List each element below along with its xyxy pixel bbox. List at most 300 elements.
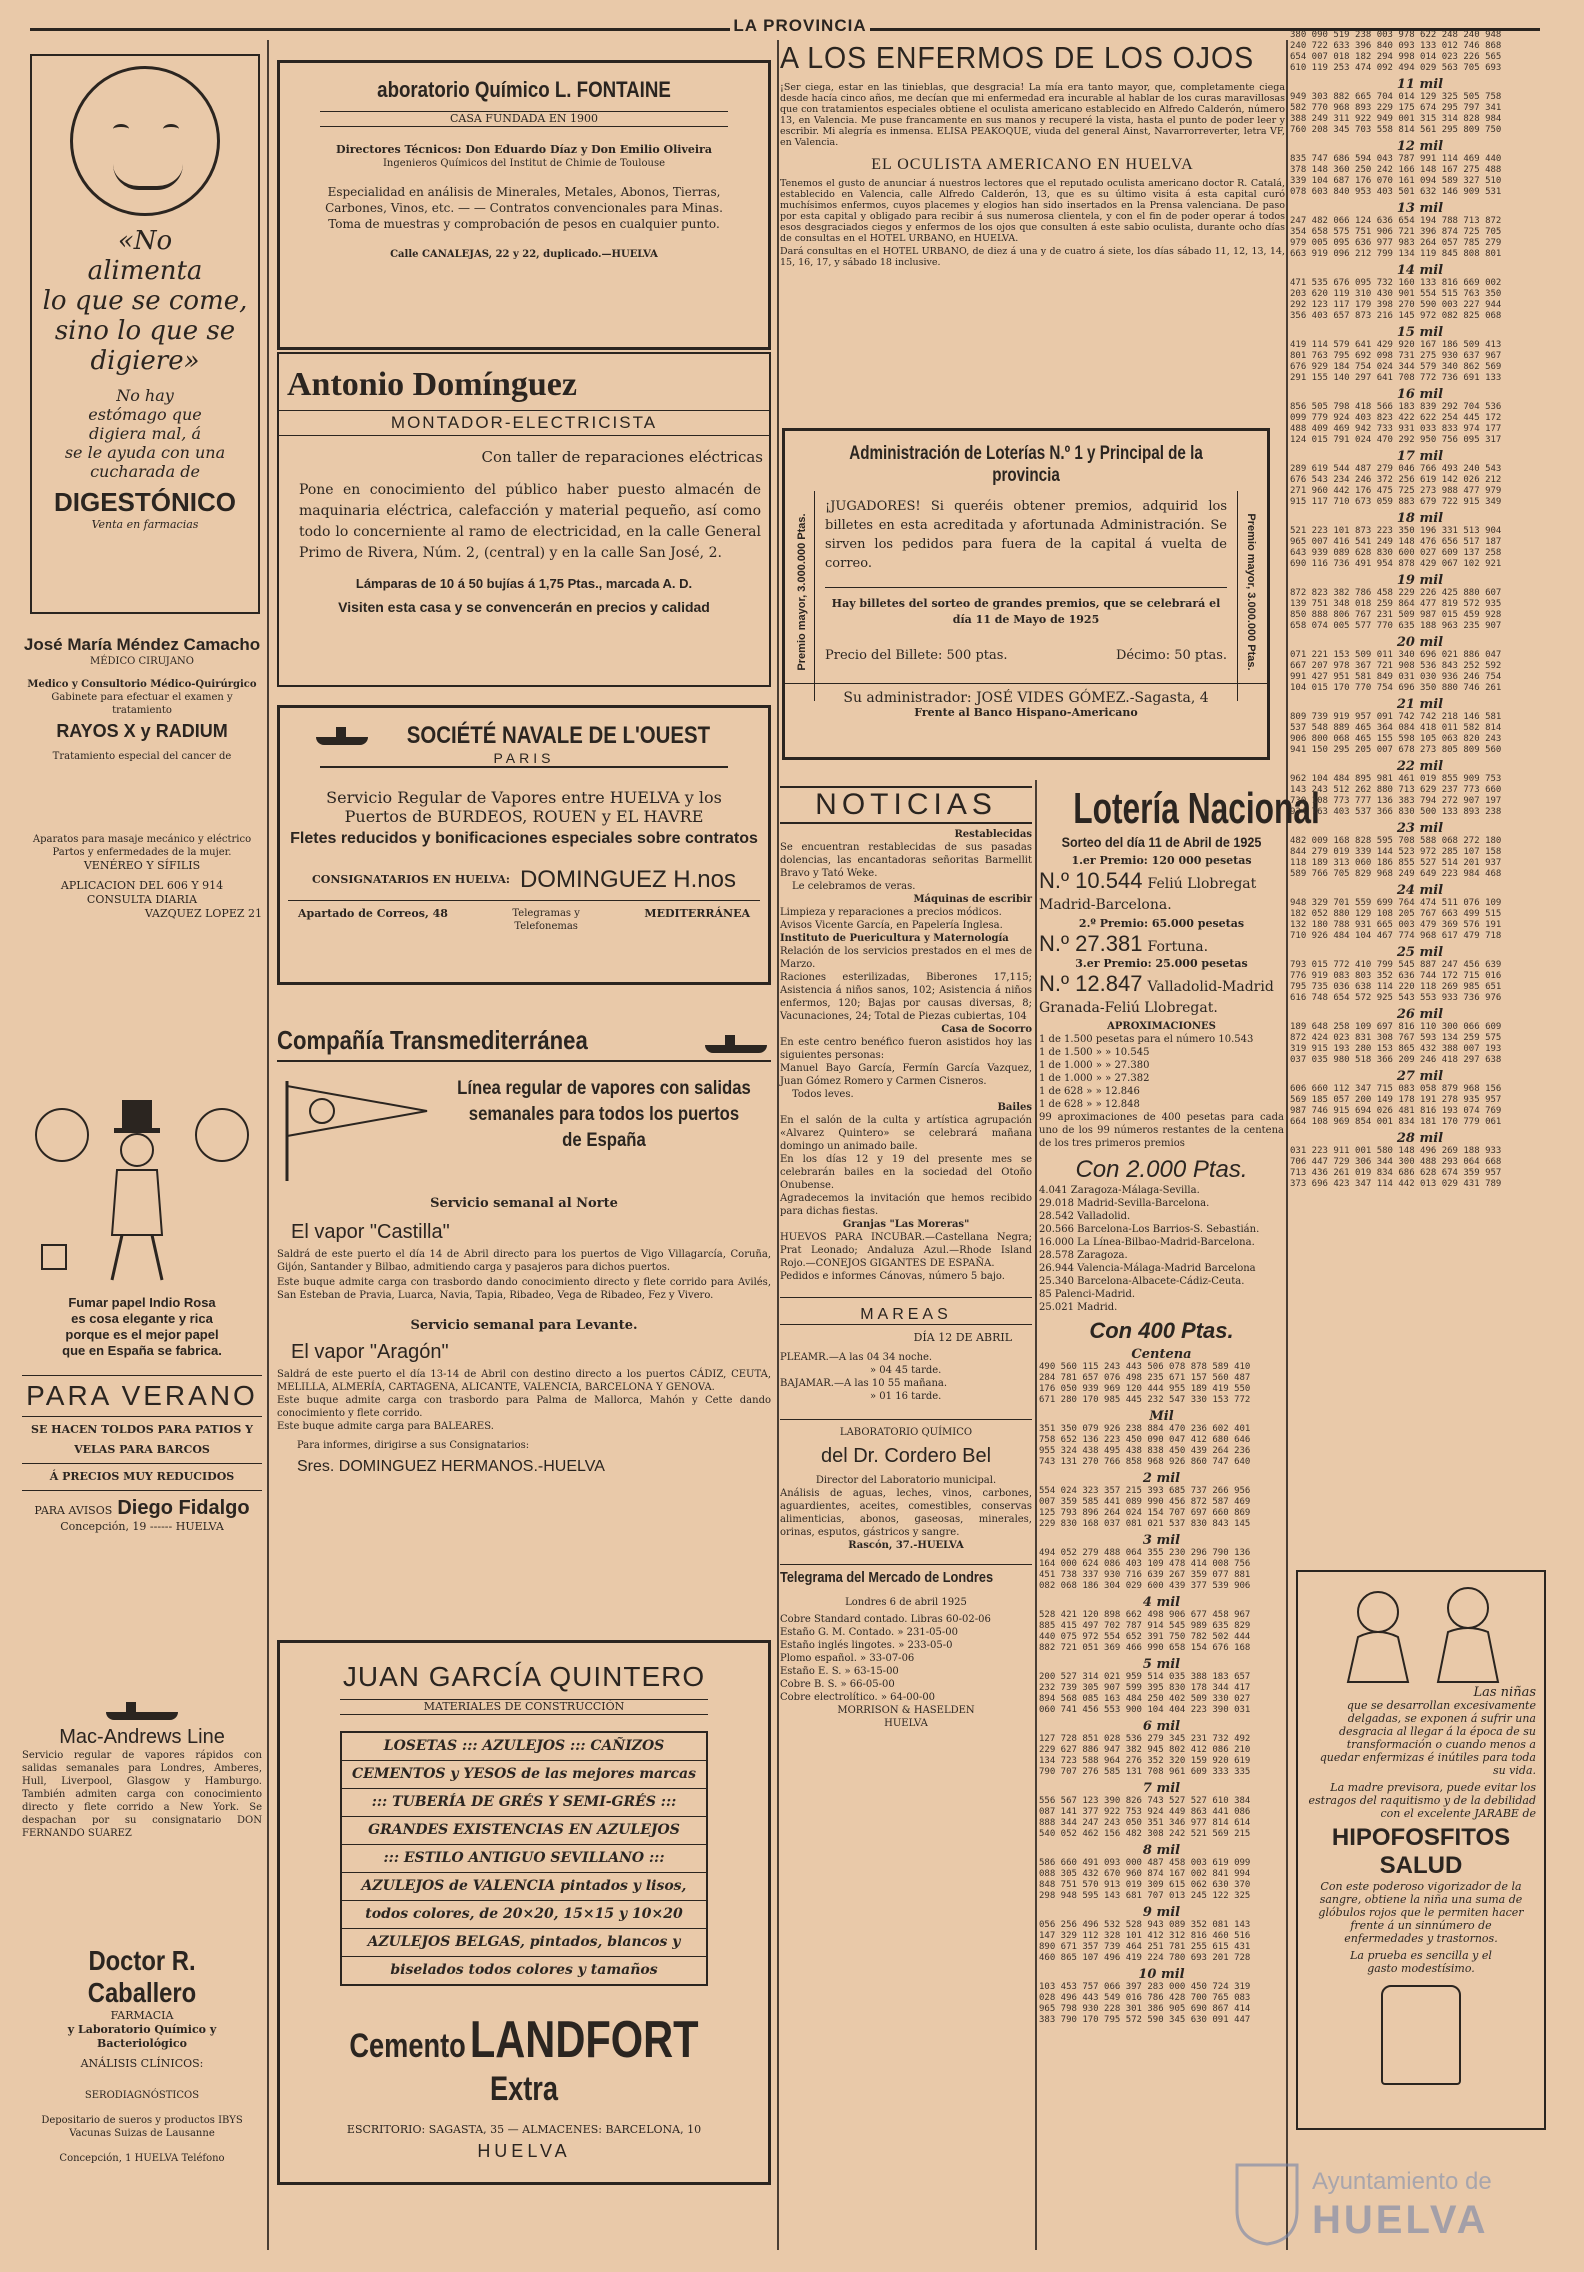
mil-heading: 8 mil [1142, 1843, 1181, 1858]
fontaine-line: Especialidad en análisis de Minerales, Metales, Abonos, Tierras, [327, 185, 721, 199]
steamship-icon [312, 725, 372, 747]
lottery-number-row: 134 723 588 964 276 352 320 159 920 619 [1039, 1756, 1251, 1766]
lottery-number-row: 710 926 484 104 467 774 968 617 479 718 [1290, 931, 1502, 941]
trans-text: Saldrá de este puerto el día 14 de Abril directo para los puertos de Vigo Villagarcía, Coruña, Gijón, Santander y Bilbao, admitiendo carga y pasajeros para dichos puertos. [277, 1249, 771, 1273]
navale-mediterranea: MEDITERRÁNEA [644, 907, 750, 920]
caballero-line: Depositario de sueros y productos IBYS [41, 2115, 243, 2126]
rosa-line: que en España se fabrica. [62, 1343, 222, 1358]
quintero-sub: MATERIALES DE CONSTRUCCIÓN [340, 1699, 708, 1715]
lottery-number-row: 540 052 462 156 482 308 242 521 569 215 [1039, 1829, 1251, 1839]
lottery-number-row: 031 223 911 001 580 148 496 269 188 933 [1290, 1146, 1502, 1156]
mendez-ad [22, 635, 262, 921]
lottery-numbers [1290, 774, 1550, 818]
mil-heading: 15 mil [1396, 325, 1444, 340]
lottery-number-row: 894 568 085 163 484 250 402 509 330 027 [1039, 1694, 1251, 1704]
lottery-number-row: 856 505 798 418 566 183 839 292 704 536 [1290, 402, 1502, 412]
news-heading: Máquinas de escribir [913, 894, 1032, 905]
lottery-number-row: 139 751 348 018 259 864 477 819 572 935 [1290, 599, 1502, 609]
prize-row: 28.578 Zaragoza. [1039, 1250, 1128, 1261]
news-text: Le celebramos de veras. [792, 881, 916, 892]
lottery-numbers [1290, 1146, 1550, 1190]
lottery-number-row: 118 189 313 060 186 855 527 514 201 937 [1290, 858, 1502, 868]
lottery-number-row: 758 652 136 223 450 090 047 412 680 646 [1039, 1435, 1251, 1445]
market-row: Estaño inglés lingotes. » 233-05-0 [780, 1640, 953, 1651]
quintero-city: HUELVA [477, 2141, 571, 2161]
lottery-numbers [1290, 650, 1550, 694]
navale-consignee-label: CONSIGNATARIOS EN HUELVA: [312, 873, 510, 886]
lottery-number-row: 589 766 705 829 968 249 649 223 984 468 [1290, 869, 1502, 879]
doctor-line: Medico y Consultorio Médico-Quirúrgico [27, 679, 257, 690]
cordero-line: Director del Laboratorio municipal. [815, 1475, 997, 1486]
lottery-number-row: 658 074 005 577 770 635 188 963 235 907 [1290, 621, 1502, 631]
lottery-number-row: 801 763 795 692 098 731 275 930 637 967 [1290, 351, 1502, 361]
product-line: GRANDES EXISTENCIAS EN AZULEJOS [342, 1817, 706, 1845]
lottery-number-row: 289 619 544 487 279 046 766 493 240 543 [1290, 464, 1502, 474]
market-row: Cobre electrolítico. » 64-00-00 [780, 1692, 936, 1703]
mil-heading: 27 mil [1396, 1069, 1444, 1084]
lottery-number-row: 987 746 915 694 026 481 816 193 074 769 [1290, 1106, 1502, 1116]
lottery-number-row: 189 648 258 109 697 816 110 300 066 609 [1290, 1022, 1502, 1032]
product-line: AZULEJOS de VALENCIA pintados y lisos, [342, 1873, 706, 1901]
aprox-row: 1 de 1.500 pesetas para el número 10.543 [1039, 1034, 1254, 1045]
lottery-number-row: 292 123 117 179 398 270 590 003 227 944 [1290, 300, 1502, 310]
lottery-number-row: 124 015 791 024 470 292 950 756 095 317 [1290, 435, 1502, 445]
londres-market [780, 1564, 1032, 1730]
mil-heading: 11 mil [1396, 77, 1444, 92]
lottery-number-row: 488 409 469 942 733 931 033 833 974 177 [1290, 424, 1502, 434]
lottery-number-row: 934 763 403 537 366 830 500 133 893 238 [1290, 807, 1502, 817]
two-girls-illustration [1298, 1572, 1544, 1682]
caballero-line: FARMACIA [110, 2009, 174, 2022]
mil-heading: 16 mil [1396, 387, 1444, 402]
lottery-number-row: 164 000 624 086 403 109 478 414 008 756 [1039, 1559, 1251, 1569]
verano-line: VELAS PARA BARCOS [74, 1443, 210, 1456]
lottery-number-row: 906 800 068 465 155 598 105 063 820 243 [1290, 734, 1502, 744]
lottery-number-row: 494 052 279 488 064 355 230 296 790 136 [1039, 1548, 1251, 1558]
lottery-number-row: 979 005 095 636 977 983 264 057 785 279 [1290, 238, 1502, 248]
product-line: CEMENTOS y YESOS de las mejores marcas [342, 1761, 706, 1789]
market-row: Estaño G. M. Contado. » 231-05-00 [780, 1627, 958, 1638]
lottery-number-row: 339 104 687 176 070 161 094 589 327 510 [1290, 176, 1502, 186]
dominguez-electricista-ad [277, 352, 771, 687]
premio-cities: Valladolid-Madrid Granada-Feliú Llobregat. [1039, 979, 1274, 1016]
column-5-lottery-list [1290, 30, 1550, 1545]
column-1 [22, 40, 262, 2255]
lottery-numbers [1290, 960, 1550, 1004]
quintero-ad [277, 1640, 771, 2185]
mac-andrews-ad [22, 1688, 262, 1840]
lottery-numbers [1290, 216, 1550, 260]
dominguez-lamps: Lámparas de 10 á 50 bujías á 1,75 Ptas., marcada A. D. [355, 576, 693, 591]
lottery-number-row: 844 279 019 339 144 523 972 285 107 158 [1290, 847, 1502, 857]
caballero-line: ANÁLISIS CLÍNICOS: [80, 2057, 204, 2070]
pleamar-2: » 04 45 tarde. [870, 1365, 942, 1376]
ojos-body: ¡Ser ciega, estar en las tinieblas, que desgracia! La mía era tanto mayor, que, completamente ciega desde hacía cinco años, me decían que mi enfermedad era incurable al hablar de los curas maravillosas que con tratamientos especiales obtiene el oculista americano establecido en Alfredo Calderón, número 13, en Valencia. Me puse francamente en sus manos y recuperé la vista, hasta el punto de poder leer y escribir. Mi alegría es inmensa. ELISA PEAKOQUE, viuda del general Ainst, Navarrorreverter, letra VF, en Valencia. [780, 82, 1285, 148]
trans-text: Para informes, dirigirse a sus Consignatarios: [297, 1440, 530, 1451]
column-3-top [780, 40, 1285, 780]
lottery-number-row: 795 735 036 638 114 220 118 269 985 651 [1290, 982, 1502, 992]
prize-row: 26.944 Valencia-Málaga-Madrid Barcelona [1039, 1263, 1256, 1274]
news-heading: Instituto de Puericultura y Maternología [780, 933, 1009, 944]
news-heading: Casa de Socorro [941, 1024, 1032, 1035]
rayos-x-heading: RAYOS X y RADIUM [56, 721, 228, 741]
news-text: En este centro benéfico fueron asistidos hoy las siguientes personas: [780, 1037, 1032, 1061]
lottery-number-row: 528 421 120 898 662 498 906 677 458 967 [1039, 1610, 1251, 1620]
trans-line: de España [562, 1130, 646, 1151]
market-row: Plomo español. » 33-07-06 [780, 1653, 915, 1664]
bajamar-1: BAJAMAR.—A las 10 55 mañana. [780, 1378, 948, 1389]
lottery-numbers [1290, 1022, 1550, 1066]
navale-title: SOCIÉTÉ NAVALE DE L'OUEST [406, 722, 710, 749]
mil-heading: 10 mil [1138, 1967, 1185, 1982]
lottery-number-row: 482 009 168 828 595 708 588 068 272 180 [1290, 836, 1502, 846]
slogan-small: digiera mal, á [89, 424, 201, 443]
man-with-hat-illustration [22, 1095, 262, 1285]
londres-city: HUELVA [884, 1718, 928, 1729]
mil-heading: 25 mil [1396, 945, 1444, 960]
lottery-number-row: 882 721 051 369 466 990 658 154 676 168 [1039, 1643, 1251, 1653]
premio-number: N.º 12.847 [1039, 971, 1143, 996]
hipofosfitos-ad [1296, 1570, 1546, 2130]
lottery-number-row: 848 751 570 913 019 309 615 062 630 370 [1039, 1880, 1251, 1890]
loterias-location: Frente al Banco Hispano-Americano [914, 706, 1138, 719]
slogan-line: alimenta [87, 256, 203, 286]
trans-levante-heading: Servicio semanal para Levante. [410, 1318, 638, 1333]
lottery-number-row: 247 482 066 124 636 654 194 788 713 872 [1290, 216, 1502, 226]
mil-heading: 7 mil [1142, 1781, 1181, 1796]
doctor-line: VENÉREO Y SÍFILIS [83, 859, 201, 872]
lottery-number-row: 373 696 423 347 114 442 013 029 431 789 [1290, 1179, 1502, 1189]
doctor-line: CONSULTA DIARIA [86, 893, 198, 906]
lottery-numbers [1290, 402, 1550, 446]
news-heading: Bailes [997, 1102, 1032, 1113]
lottery-number-row: 554 024 323 357 215 393 685 737 266 956 [1039, 1486, 1251, 1496]
hipo-line: La prueba es sencilla y el gasto modestísimo. [1350, 1949, 1492, 1975]
navale-apartado: Apartado de Correos, 48 [298, 907, 448, 920]
column-rule [1286, 40, 1288, 2250]
rosa-line: porque es el mejor papel [65, 1327, 219, 1342]
lottery-numbers [1290, 1084, 1550, 1128]
market-row: Cobre Standard contado. Libras 60-02-06 [780, 1614, 991, 1625]
mil-heading: 5 mil [1142, 1657, 1181, 1672]
fontaine-title: aboratorio Químico L. FONTAINE [377, 77, 671, 102]
caballero-ad [22, 1945, 262, 2165]
aprox-row: 1 de 628 » » 12.846 [1039, 1086, 1140, 1097]
product-line: biselados todos colores y tamaños [390, 1962, 658, 1978]
premio-number: N.º 10.544 [1039, 868, 1143, 893]
premio-label: 2.º Premio: 65.000 pesetas [1078, 917, 1245, 930]
mil-heading: 4 mil [1142, 1595, 1181, 1610]
lottery-number-row: 378 148 360 250 242 166 148 167 275 488 [1290, 165, 1502, 175]
market-row: Cobre B. S. » 66-05-00 [780, 1679, 895, 1690]
column-2 [275, 40, 775, 2255]
loterias-administrator: Su administrador: JOSÉ VIDES GÓMEZ.-Sagasta, 4 [785, 683, 1267, 706]
lottery-number-row: 676 543 234 246 372 256 619 142 026 212 [1290, 475, 1502, 485]
londres-firm: MORRISON & HASELDEN [837, 1705, 975, 1716]
lottery-number-row: 654 007 018 182 294 998 014 023 226 565 [1290, 52, 1502, 62]
lottery-number-row: 240 722 633 396 840 093 133 012 746 868 [1290, 41, 1502, 51]
lottery-number-row: 888 344 247 243 050 351 346 977 814 614 [1039, 1818, 1251, 1828]
premio-cities: Feliú Llobregat Madrid-Barcelona. [1039, 876, 1257, 913]
lottery-numbers [1290, 836, 1550, 880]
lottery-number-row: 388 249 311 922 949 001 315 314 828 984 [1290, 114, 1502, 124]
navale-city: PARIS [320, 750, 728, 768]
ojos-title: A LOS ENFERMOS DE LOS OJOS [780, 40, 1255, 75]
mil-numbers [1039, 1672, 1284, 1716]
mil-numbers [1039, 1920, 1284, 1964]
news-text: Todos leves. [792, 1089, 854, 1100]
lottery-numbers [1290, 278, 1550, 322]
lottery-number-row: 760 208 345 703 558 814 561 295 809 750 [1290, 125, 1502, 135]
lottery-number-row: 087 141 377 922 753 924 449 863 441 086 [1039, 1807, 1251, 1817]
dominguez-name: Antonio Domínguez [287, 366, 577, 403]
navale-telegramas: Telegramas y Telefonemas [512, 908, 580, 932]
navale-line: Fletes reducidos y bonificaciones especiales sobre contratos [290, 830, 758, 847]
caballero-line: Vacunas Suizas de Lausanne [69, 2128, 215, 2139]
lottery-number-row: 713 436 261 019 834 686 628 674 359 957 [1290, 1168, 1502, 1178]
cordero-address: Rascón, 37.-HUELVA [848, 1540, 964, 1551]
slogan-small: estómago que [88, 405, 202, 424]
mil-heading: 23 mil [1396, 821, 1444, 836]
news-heading: Granjas "Las Moreras" [842, 1219, 970, 1230]
lottery-number-row: 354 658 575 751 906 721 396 874 725 705 [1290, 227, 1502, 237]
mil-heading: 14 mil [1396, 263, 1444, 278]
lottery-number-row: 610 119 253 474 092 494 029 563 705 693 [1290, 63, 1502, 73]
ojos-body: Tenemos el gusto de anunciar á nuestros lectores que el reputado oculista americano doctor R. Catalá, establecido en Valencia, calle Alfredo Calderón, 13, que es su último visita á esta capital curó muchísimos enfermos, cuyos placemes y elogios han sido insertados en la Prensa valenciana. De paso por esta capital y obligado para recibir á sus numerosa clientela, y con el fin de poder operar á todos esos desgraciados ciegos y enfermos de los ojos que consulten á este sabio oculista, durante ocho días de consultas en el HOTEL URBANO, en HUELVA. [780, 178, 1285, 244]
navale-ouest-ad [277, 705, 771, 985]
product-line: LOSETAS ::: AZULEJOS ::: CAÑIZOS [342, 1733, 706, 1761]
lottery-numbers [1290, 30, 1550, 74]
news-text: En el salón de la culta y artística agrupación «Alvarez Quintero» se celebrará mañana domingo un animado baile. [780, 1115, 1032, 1152]
fontaine-line: Carbones, Vinos, etc. — — Contratos convencionales para Minas. [325, 201, 723, 215]
news-text: Raciones esterilizadas, Biberones 17,115; Asistencia á niños sanos, 102; Asistencia á niños enfermos, 120; Bajas por causas diversas, 8; Vacunaciones, 24; Total de Piezas cubiertas, 104 [780, 972, 1032, 1022]
lottery-number-row: 383 790 170 795 572 590 345 630 091 447 [1039, 2015, 1251, 2025]
doctor-line: Aparatos para masaje mecánico y eléctrico [32, 834, 252, 845]
navale-consignee: DOMINGUEZ H.nos [519, 866, 736, 893]
digestonico-ad [30, 54, 260, 614]
mil-heading: 18 mil [1396, 511, 1444, 526]
lottery-number-row: 007 359 585 441 089 990 456 872 587 469 [1039, 1497, 1251, 1507]
slogan-small: se le ayuda con una [64, 443, 226, 462]
lottery-number-row: 419 114 579 641 429 920 167 186 509 413 [1290, 340, 1502, 350]
aproximaciones-heading: APROXIMACIONES [1107, 1021, 1216, 1032]
lottery-number-row: 028 496 443 549 016 786 428 700 765 083 [1039, 1993, 1251, 2003]
news-text: Manuel Bayo García, Fermín García Vazquez, Juan Gómez Romero y Carmen Cisneros. [780, 1063, 1032, 1087]
loterias-body: ¡JUGADORES! Si queréis obtener premios, adquirid los billetes en esta acreditada y afortunada Administración. Se sirven los pedidos para fuera de la capital á vuelta de correo. [825, 499, 1227, 571]
mareas-date: DÍA 12 DE ABRIL [913, 1331, 1012, 1344]
decimo-price: Décimo: 50 ptas. [1116, 648, 1227, 663]
mac-andrews-title: Mac-Andrews Line [59, 1726, 225, 1748]
news-text: Agradecemos la invitación que hemos recibido para dichas fiestas. [780, 1193, 1032, 1217]
lottery-number-row: 616 748 654 572 925 543 553 933 736 976 [1290, 993, 1502, 1003]
billete-price: Precio del Billete: 500 ptas. [825, 648, 1008, 663]
fontaine-ad [277, 60, 771, 350]
cemento-label: Cemento [349, 2027, 466, 2065]
lottery-number-row: 706 447 729 306 344 300 488 293 064 668 [1290, 1157, 1502, 1167]
lottery-number-row: 850 888 806 767 231 509 987 015 459 928 [1290, 610, 1502, 620]
lottery-numbers [1290, 92, 1550, 136]
lottery-number-row: 056 256 496 532 528 943 089 352 081 143 [1039, 1920, 1251, 1930]
news-text: Pedidos e informes Cánovas, número 5 bajo. [780, 1271, 1005, 1282]
caballero-line: y Laboratorio Químico y Bacteriológico [67, 2023, 217, 2050]
mil-numbers [1039, 1734, 1284, 1778]
lottery-number-row: 949 303 882 665 704 014 129 325 505 758 [1290, 92, 1502, 102]
trans-line: Línea regular de vapores con salidas [457, 1078, 751, 1099]
lottery-number-row: 104 015 170 770 754 696 350 880 746 261 [1290, 683, 1502, 693]
lottery-number-row: 872 424 023 831 308 767 593 134 259 575 [1290, 1033, 1502, 1043]
lottery-number-row: 743 131 270 766 858 968 926 860 747 640 [1039, 1457, 1251, 1467]
verano-line: SE HACEN TOLDOS PARA PATIOS Y [31, 1423, 253, 1436]
centena-numbers [1039, 1362, 1284, 1406]
lottery-number-row: 440 075 972 554 652 391 750 782 502 444 [1039, 1632, 1251, 1642]
digestonico-footer: Venta en farmacias [91, 518, 199, 531]
lottery-number-row: 037 035 980 518 366 209 246 418 297 638 [1290, 1055, 1502, 1065]
noticias-title: NOTICIAS [780, 786, 1032, 824]
lottery-number-row: 790 707 276 585 131 708 961 609 333 335 [1039, 1767, 1251, 1777]
lottery-number-row: 582 770 968 893 229 175 674 295 797 341 [1290, 103, 1502, 113]
mil-numbers [1039, 1796, 1284, 1840]
cordero-line: LABORATORIO QUÍMICO [839, 1427, 973, 1438]
mil-numbers [1039, 1424, 1284, 1468]
lottery-numbers [1290, 464, 1550, 508]
slogan-line: lo que se come, [42, 286, 248, 316]
lottery-number-row: 088 305 432 670 960 874 167 002 841 994 [1039, 1869, 1251, 1879]
loteria-nacional-title: Lotería Nacional [1073, 784, 1320, 833]
aprox-row: 99 aproximaciones de 400 pesetas para cada uno de los 99 números restantes de la centena de los tres primeros premios [1039, 1112, 1284, 1149]
stamp-line: Ayuntamiento de [1312, 2168, 1492, 2195]
bajamar-2: » 01 16 tarde. [870, 1391, 942, 1402]
trans-text: Este buque admite carga con trasbordo para Palma de Mallorca, Mahón y Cette dando conocimiento y flete corrido. [277, 1395, 771, 1419]
quintero-address: ESCRITORIO: SAGASTA, 35 — ALMACENES: BARCELONA, 10 [346, 2123, 702, 2136]
aprox-row: 1 de 1.000 » » 27.382 [1039, 1073, 1150, 1084]
centena-heading: Centena [1131, 1347, 1192, 1362]
aprox-row: 1 de 628 » » 12.848 [1039, 1099, 1140, 1110]
steamship-icon [102, 1688, 182, 1722]
mil-heading: 2 mil [1142, 1471, 1181, 1486]
trans-aragon: El vapor "Aragón" [291, 1341, 449, 1363]
lottery-number-row: 082 068 186 304 029 600 439 377 539 906 [1039, 1581, 1251, 1591]
navale-line: Servicio Regular de Vapores entre HUELVA y los [326, 788, 722, 807]
lottery-number-row: 147 329 112 328 101 412 312 816 460 516 [1039, 1931, 1251, 1941]
news-text: Limpieza y reparaciones a precios módicos. [780, 907, 1002, 918]
prize-row: 25.340 Barcelona-Albacete-Cádiz-Ceuta. [1039, 1276, 1245, 1287]
slogan-line: «No [117, 226, 173, 256]
lottery-number-row: 586 660 491 093 000 487 458 003 619 099 [1039, 1858, 1251, 1868]
column-4 [1039, 780, 1320, 2255]
coat-of-arms-icon [1232, 2160, 1302, 2246]
lottery-number-row: 569 185 057 200 149 178 191 278 935 957 [1290, 1095, 1502, 1105]
lottery-number-row: 671 280 170 985 445 232 547 330 153 772 [1039, 1395, 1251, 1405]
rosa-line: Fumar papel Indio Rosa [68, 1295, 216, 1310]
caballero-line: SERODIAGNÓSTICOS [84, 2090, 200, 2101]
indio-rosa-illustration [22, 1095, 262, 1295]
lottery-number-row: 078 603 840 953 403 501 632 146 909 531 [1290, 187, 1502, 197]
news-text: En los días 12 y 19 del presente mes se celebrarán bailes en la sociedad del Otoño Onubense. [780, 1154, 1032, 1191]
loterias-admin-ad [782, 428, 1270, 760]
rosa-line: es cosa elegante y rica [71, 1311, 213, 1326]
lottery-number-row: 890 671 357 739 464 251 781 255 615 431 [1039, 1942, 1251, 1952]
trans-text: Este buque admite carga con trasbordo dando conocimiento directo y flete corrido para Avilés, San Esteban de Pravia, Luarca, Navia, Tapia, Ribadeo, Vega de Ribadeo, Fez y Vivero. [277, 1277, 771, 1301]
cordero-ad [780, 1419, 1032, 1552]
lottery-number-row: 521 223 101 873 223 350 196 331 513 904 [1290, 526, 1502, 536]
lottery-number-row: 606 660 112 347 715 083 058 879 968 156 [1290, 1084, 1502, 1094]
mil-heading: 13 mil [1396, 201, 1444, 216]
premio-mayor-right: Premio mayor, 3.000.000 Ptas. [1245, 513, 1257, 671]
lottery-number-row: 676 929 184 754 024 344 579 340 862 569 [1290, 362, 1502, 372]
column-rule [267, 40, 269, 2250]
mil-numbers [1039, 1982, 1284, 2026]
lottery-number-row: 127 728 851 028 536 279 345 231 732 492 [1039, 1734, 1251, 1744]
transmediterranea-ad [277, 1025, 771, 1625]
mil-heading: 28 mil [1396, 1131, 1444, 1146]
trans-north-heading: Servicio semanal al Norte [430, 1196, 618, 1211]
stamp-city: HUELVA [1312, 2198, 1489, 2242]
lottery-number-row: 291 155 140 297 641 708 772 736 691 133 [1290, 373, 1502, 383]
mil-heading: 26 mil [1396, 1007, 1444, 1022]
trans-text: Saldrá de este puerto el día 13-14 de Abril con destino directo a los puertos CÁDIZ, CEUTA, MELILLA, ALMERÍA, CARTAGENA, ALICANTE, VALENCIA, BARCELONA Y GENOVA. [277, 1369, 771, 1393]
lottery-number-row: 809 739 919 957 091 742 742 218 146 581 [1290, 712, 1502, 722]
prize-row: 16.000 La Línea-Bilbao-Madrid-Barcelona. [1039, 1237, 1255, 1248]
lottery-number-row: 664 108 969 854 001 834 181 170 779 061 [1290, 1117, 1502, 1127]
lottery-numbers [1290, 712, 1550, 756]
lottery-number-row: 103 453 757 066 397 283 000 450 724 319 [1039, 1982, 1251, 1992]
mil-numbers [1039, 1548, 1284, 1592]
news-text: HUEVOS PARA INCUBAR.—Castellana Negra; Prat Leonado; Andaluza Azul.—Rhode Island Rojo.—CONEJOS GIGANTES DE ESPAÑA. [780, 1232, 1032, 1269]
mil-numbers [1039, 1486, 1284, 1530]
market-row: Estaño E. S. » 63-15-00 [780, 1666, 899, 1677]
trans-line: semanales para todos los puertos [468, 1104, 740, 1125]
trans-consignee: Sres. DOMINGUEZ HERMANOS.-HUELVA [297, 1458, 605, 1475]
premio-cities: Fortuna. [1147, 939, 1209, 955]
verano-line: PARA AVISOS [34, 1504, 113, 1517]
lottery-number-row: 298 948 595 143 681 707 013 245 122 325 [1039, 1891, 1251, 1901]
fontaine-engineers: Ingenieros Químicos del Institut de Chimie de Toulouse [382, 158, 666, 169]
lottery-number-row: 490 560 115 243 443 506 078 878 589 410 [1039, 1362, 1251, 1372]
flag-pennant-illustration [277, 1076, 437, 1186]
lottery-number-row: 125 793 896 264 024 154 707 697 660 869 [1039, 1508, 1251, 1518]
prize-row: 29.018 Madrid-Sevilla-Barcelona. [1039, 1198, 1210, 1209]
fontaine-address: Calle CANALEJAS, 22 y 22, duplicado.—HUELVA [390, 249, 658, 260]
slogan-line: sino lo que se [54, 316, 236, 346]
mil-heading: 22 mil [1396, 759, 1444, 774]
lottery-number-row: 556 567 123 390 826 743 527 527 610 384 [1039, 1796, 1251, 1806]
lottery-number-row: 690 116 736 491 954 878 429 067 102 921 [1290, 559, 1502, 569]
dominguez-visit: Visiten esta casa y se convencerán en precios y calidad [338, 599, 710, 615]
lottery-number-row: 991 427 951 581 849 031 030 936 246 754 [1290, 672, 1502, 682]
lottery-number-row: 182 052 880 129 108 205 767 663 499 515 [1290, 909, 1502, 919]
prize-row: 28.542 Valladolid. [1039, 1211, 1131, 1222]
mareas-title: MAREAS [780, 1306, 1032, 1325]
lottery-number-row: 071 221 153 509 011 340 696 021 886 047 [1290, 650, 1502, 660]
doctor-line: Tratamiento especial del cancer de [52, 751, 232, 762]
lottery-number-row: 351 350 079 926 238 884 470 236 602 401 [1039, 1424, 1251, 1434]
column-3-bottom [780, 780, 1032, 2255]
sorteo-date: Sorteo del día 11 de Abril de 1925 [1061, 834, 1262, 850]
verano-address: Concepción, 19 ------ HUELVA [60, 1520, 224, 1533]
fidalgo-name: Diego Fidalgo [117, 1497, 250, 1519]
hipo-line: La madre previsora, puede evitar los estragos del raquitismo y de la debilidad con el excelente JARABE de [1308, 1781, 1536, 1820]
verano-line: Á PRECIOS MUY REDUCIDOS [49, 1470, 235, 1483]
londres-date: Londres 6 de abril 1925 [845, 1597, 967, 1608]
news-heading: Restablecidas [954, 829, 1032, 840]
lottery-number-row: 872 823 382 786 458 229 226 425 880 607 [1290, 588, 1502, 598]
mil-heading: 24 mil [1396, 883, 1444, 898]
mil-heading: 12 mil [1396, 139, 1444, 154]
cordero-line: Análisis de aguas, leches, vinos, carbones, aguardientes, aceites, comestibles, conservas alimenticias, abonos, gaseosas, minerales, orinas, esputos, gástricos y sangre. [780, 1488, 1032, 1538]
loterias-sorteo: Hay billetes del sorteo de grandes premios, que se celebrará el día 11 de Mayo de 1925 [825, 587, 1227, 628]
ojos-body: Dará consultas en el HOTEL URBANO, de diez á una y de cuatro á siete, los días sábado 11, 12, 13, 14, 15, 16, 17, y sábado 18 inclusive. [780, 246, 1285, 268]
lottery-number-row: 143 243 512 262 880 713 629 237 773 660 [1290, 785, 1502, 795]
